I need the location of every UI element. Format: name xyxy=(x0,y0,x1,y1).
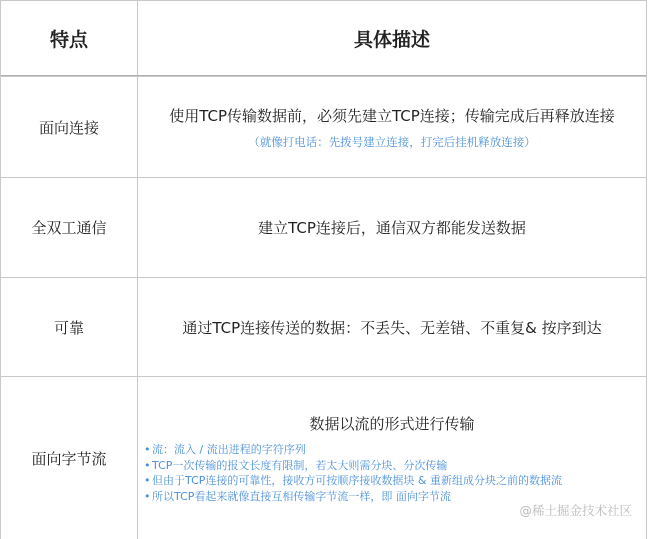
row-note: （就像打电话：先拨号建立连接，打完后挂机释放连接） xyxy=(248,134,536,149)
header-description: 具体描述 xyxy=(353,28,430,51)
row-description-cell xyxy=(138,77,646,177)
row-description-cell xyxy=(138,278,646,376)
table-row xyxy=(1,277,646,376)
bullet-text: TCP一次传输的报文长度有限制，若太大则需分块、分次传输 xyxy=(152,458,448,472)
bullet-text: 流：流入 / 流出进程的字符序列 xyxy=(152,443,306,456)
table-header-row xyxy=(1,0,646,76)
bullet-item: • TCP一次传输的报文长度有限制，若太大则需分块、分次传输 xyxy=(144,458,448,472)
bullet-text: 但由于TCP连接的可靠性，接收方可按顺序接收数据块 & 重新组成分块之前的数据流 xyxy=(152,474,562,487)
bullet-text: 所以TCP看起来就像直接互相传输字节流一样，即 面向字节流 xyxy=(152,489,451,503)
row-description: 建立TCP连接后，通信双方都能发送数据 xyxy=(258,219,526,237)
row-description: 通过TCP连接传送的数据：不丢失、无差错、不重复& 按序到达 xyxy=(182,318,602,337)
row-description: 数据以流的形式进行传输 xyxy=(309,415,475,433)
table-row xyxy=(1,76,646,177)
bullet-item: • 所以TCP看起来就像直接互相传输字节流一样，即 面向字节流 xyxy=(144,489,451,503)
bullet-list xyxy=(138,442,646,504)
row-description-cell xyxy=(138,178,646,277)
table-row xyxy=(1,376,646,539)
row-feature: 面向字节流 xyxy=(1,377,138,539)
row-feature: 面向连接 xyxy=(1,77,138,177)
bullet-item: • 流：流入 / 流出进程的字符序列 xyxy=(144,443,306,456)
row-description: 使用TCP传输数据前，必须先建立TCP连接；传输完成后再释放连接 xyxy=(169,106,615,125)
row-feature: 全双工通信 xyxy=(1,178,138,277)
row-feature: 可靠 xyxy=(1,278,138,376)
header-feature: 特点 xyxy=(1,1,138,75)
watermark: @稀土掘金技术社区 xyxy=(519,503,632,518)
table-row xyxy=(1,177,646,277)
bullet-item: • 但由于TCP连接的可靠性，接收方可按顺序接收数据块 & 重新组成分块之前的数据流 xyxy=(144,474,562,487)
